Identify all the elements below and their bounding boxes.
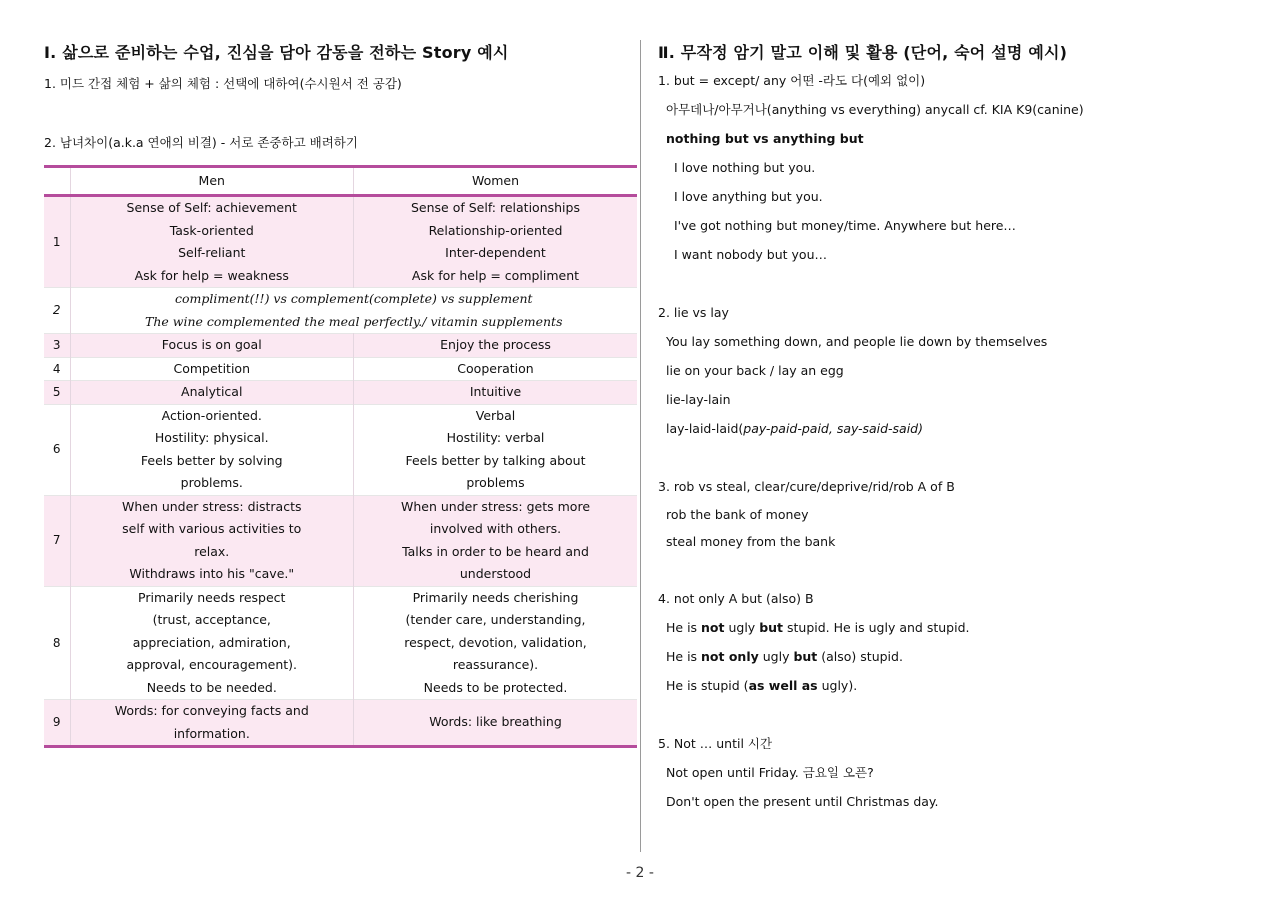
merged-cell [70,288,637,334]
cell-line: When under stress: gets more [400,498,591,514]
cell-line: understood [459,566,532,581]
column-divider [640,40,641,852]
item-5-heading: 5. Not … until 시간 [658,736,773,751]
cell-line: compliment(!!) vs complement(complete) vs supplement [174,291,533,306]
cell-line: Needs to be protected. [423,679,568,695]
cell-line: Needs to be needed. [146,679,277,695]
cell-line: Task-oriented [169,222,254,238]
cell-line: reassurance). [452,657,539,672]
cell-line: Cooperation [457,360,534,376]
table-row [44,495,637,586]
t: but [793,649,818,664]
row-number: 8 [52,635,61,650]
cell-line: Analytical [181,384,243,399]
women-cell [354,586,638,700]
cell-line: When under stress: distracts [121,498,302,514]
women-cell [354,381,638,405]
women-cell [354,196,638,288]
table-row [44,381,637,405]
cell-line: Competition [173,360,250,376]
cell-line: Ask for help = compliment [411,267,580,283]
item-2-line-4-b: pay-paid-paid, say-said-said) [743,421,923,436]
t: He is stupid ( [666,678,749,693]
left-column [44,40,638,741]
item-2-line-3: lie-lay-lain [666,392,731,407]
cell-line: self with various activities to [122,521,302,536]
cell-line: The wine complemented the meal perfectly./ vitamin supplements [145,313,563,329]
cell-line: Withdraws into his "cave." [129,566,295,581]
men-cell [70,495,354,586]
item-1-line-6: I want nobody but you… [674,247,827,262]
item-5-line-2: Don't open the present until Christmas day. [666,794,939,809]
item-1-line-5: I've got nothing but money/time. Anywhere but here… [674,218,1016,233]
cell-line: Sense of Self: relationships [411,200,580,215]
cell-line: Sense of Self: achievement [126,200,297,215]
cell-line: (tender care, understanding, [405,612,586,627]
cell-line: (trust, acceptance, [152,612,271,627]
table-body [44,196,637,747]
right-column [658,40,1258,816]
row-number: 6 [52,442,61,457]
item-3-heading-main: 3. rob vs steal, [658,479,751,494]
cell-line: problems. [180,475,243,490]
page-number: - 2 - [626,865,654,881]
men-cell [70,196,354,288]
item-4-line-2 [658,642,1258,671]
t: (also) stupid. [817,649,903,664]
row-number: 7 [44,495,70,586]
item-4-line-1 [658,613,1258,642]
women-cell [354,334,638,358]
item-1-heading: 1. but = except/ any 어떤 -라도 다(예외 없이) [658,73,926,88]
t: He is [666,620,702,635]
item-3-heading [658,472,1258,501]
header-num-cell [44,167,70,196]
women-cell [354,495,638,586]
cell-line: Talks in order to be heard and [402,543,589,559]
row-number: 3 [44,334,70,358]
item-3-line-2: steal money from the bank [666,534,836,549]
row-number: 1 [44,196,70,288]
t: stupid. He is ugly and stupid. [783,620,970,635]
cell-line: Inter-dependent [445,245,546,260]
header-men: Men [70,167,354,196]
men-cell [70,357,354,381]
t: as well as [748,678,818,693]
women-cell [354,357,638,381]
cell-line: Words: like breathing [429,714,562,730]
table-row [44,586,637,700]
t: ugly [758,649,794,664]
item-2-line-4-a: lay-laid-laid( [666,421,744,436]
item-1-line-3: I love nothing but you. [674,160,816,175]
table-header-row [44,167,637,196]
cell-line: Primarily needs respect [138,589,286,605]
row-number: 4 [52,361,61,376]
women-cell [354,404,638,495]
cell-line: Relationship-oriented [428,222,563,238]
cell-line: Verbal [475,407,516,423]
t: ugly). [817,678,858,693]
table-row [44,288,637,334]
cell-line: Enjoy the process [440,337,551,352]
women-cell [354,700,638,747]
men-cell [70,404,354,495]
cell-line: involved with others. [429,521,562,536]
cell-line: Intuitive [469,384,522,399]
cell-line: relax. [194,543,230,559]
item-4-line-3 [658,671,1258,700]
item-2-line-4 [658,414,1258,443]
cell-line: Action-oriented. [161,407,262,423]
row-number: 9 [44,700,70,747]
cell-line: problems [466,475,525,490]
t: ugly [724,620,760,635]
cell-line: Ask for help = weakness [134,267,289,283]
table-row [44,404,637,495]
item-3-heading-rest: clear/cure/deprive/rid/rob A of B [750,479,955,494]
cell-line: approval, encouragement). [126,657,298,672]
cell-line: Hostility: verbal [446,430,545,445]
item-4-heading: 4. not only A but (also) B [658,591,814,606]
section-2-title: Ⅱ. 무작정 암기 말고 이해 및 활용 (단어, 숙어 설명 예시) [658,43,1068,62]
table-row [44,357,637,381]
gender-differences-table [44,165,637,748]
item-3-line-1: rob the bank of money [666,507,809,522]
header-women: Women [354,167,638,196]
item-2-line-2: lie on your back / lay an egg [666,363,844,378]
section-1-title: Ⅰ. 삶으로 준비하는 수업, 진심을 담아 감동을 전하는 Story 예시 [44,43,509,62]
item-2-line-1: You lay something down, and people lie down by themselves [666,334,1048,349]
t: but [759,620,784,635]
men-cell [70,586,354,700]
item-1-line-2: nothing but vs anything but [666,131,864,146]
cell-line: Focus is on goal [161,337,262,352]
cell-line: Words: for conveying facts and [114,703,309,718]
men-cell [70,334,354,358]
t: not only [701,649,759,664]
cell-line: Primarily needs cherishing [412,589,579,605]
cell-line: Self-reliant [178,245,246,260]
cell-line: appreciation, admiration, [132,634,291,650]
subsection-2-heading: 2. 남녀차이(a.k.a 연애의 비결) - 서로 존중하고 배려하기 [44,135,358,150]
row-number: 5 [44,381,70,405]
row-number: 2 [52,303,61,318]
cell-line: Hostility: physical. [154,430,269,445]
item-1-line-1: 아무데나/아무거나(anything vs everything) anycall cf. KIA K9(canine) [666,102,1084,117]
cell-line: respect, devotion, validation, [404,634,587,650]
subsection-1-heading: 1. 미드 간접 체험 + 삶의 체험 : 선택에 대하여(수시원서 전 공감) [44,76,402,91]
item-2-heading: 2. lie vs lay [658,305,729,320]
table-row [44,334,637,358]
men-cell [70,700,354,747]
t: not [701,620,725,635]
cell-line: information. [173,725,250,741]
table-row [44,700,637,747]
item-1-line-4: I love anything but you. [674,189,823,204]
men-cell [70,381,354,405]
t: He is [666,649,702,664]
item-5-line-1: Not open until Friday. 금요일 오픈? [666,765,874,780]
table-row [44,196,637,288]
cell-line: Feels better by talking about [405,452,586,468]
cell-line: Feels better by solving [140,452,283,468]
